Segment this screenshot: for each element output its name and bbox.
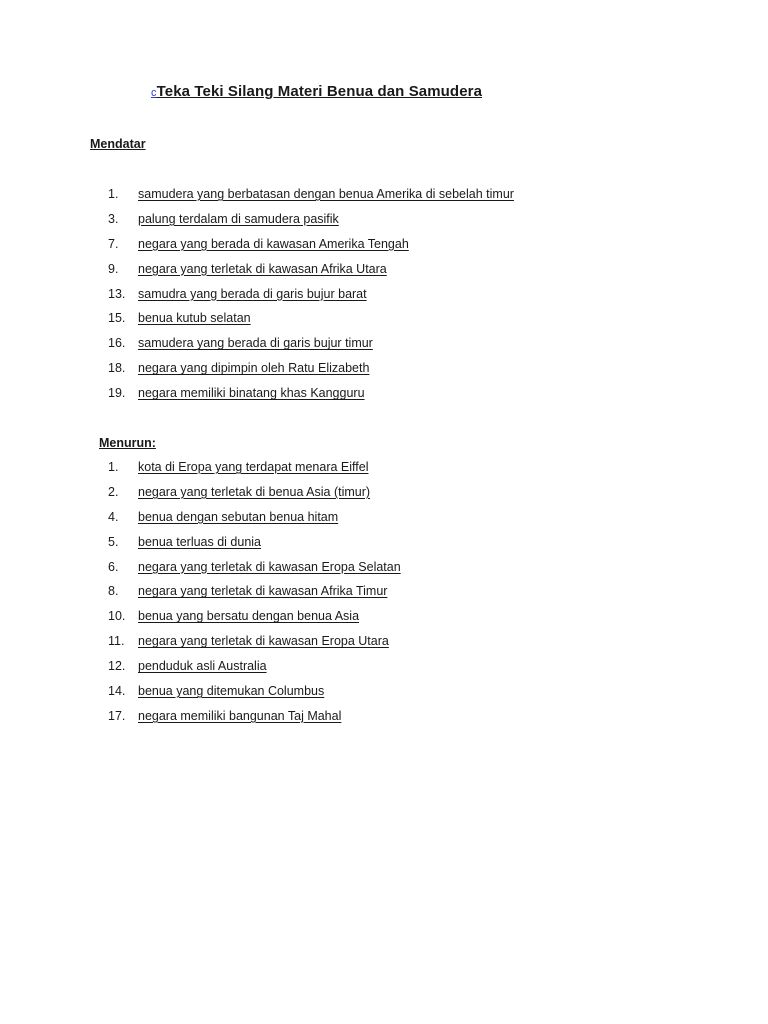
clue-item <box>108 509 401 534</box>
clue-text: negara yang terletak di kawasan Eropa Utara <box>138 634 389 649</box>
clue-text: benua terluas di dunia <box>138 534 262 549</box>
clue-text: penduduk asli Australia <box>138 659 267 674</box>
document-title <box>151 83 482 100</box>
clue-list-mendatar <box>108 186 514 410</box>
clue-text: samudera yang berada di garis bujur timur <box>138 336 373 351</box>
clue-number: 10. <box>108 609 126 624</box>
clue-number: 19. <box>108 386 126 401</box>
clue-item <box>108 683 401 708</box>
clue-number: 4. <box>108 509 119 524</box>
clue-item <box>108 559 401 584</box>
clue-text: benua dengan sebutan benua hitam <box>138 509 339 524</box>
clue-text: samudra yang berada di garis bujur barat <box>138 286 367 301</box>
clue-item <box>108 459 401 484</box>
clue-number: 1. <box>108 460 119 474</box>
clue-number: 3. <box>108 211 119 226</box>
clue-item <box>108 708 401 733</box>
clue-item <box>108 534 401 559</box>
clue-item <box>108 211 514 236</box>
clue-number: 12. <box>108 659 126 674</box>
clue-text: negara yang terletak di kawasan Afrika Timur <box>138 584 388 599</box>
title-text: Teka Teki Silang Materi Benua dan Samudera <box>156 83 483 100</box>
clue-number: 1. <box>108 187 119 201</box>
clue-text: benua yang bersatu dengan benua Asia <box>138 609 360 624</box>
clue-number: 16. <box>108 336 126 351</box>
clue-item <box>108 186 514 211</box>
clue-number: 14. <box>108 684 126 699</box>
clue-item <box>108 236 514 261</box>
clue-item <box>108 608 401 633</box>
clue-item <box>108 310 514 335</box>
clue-text: samudera yang berbatasan dengan benua Amerika di sebelah timur <box>138 187 514 201</box>
clue-text: palung terdalam di samudera pasifik <box>138 211 339 226</box>
clue-number: 15. <box>108 311 126 326</box>
clue-text: negara yang terletak di kawasan Eropa Selatan <box>138 559 401 574</box>
heading-mendatar: Mendatar <box>90 137 146 151</box>
clue-number: 9. <box>108 261 119 276</box>
clue-number: 7. <box>108 236 119 251</box>
clue-text: negara yang terletak di benua Asia (timur) <box>138 484 371 499</box>
clue-text: negara yang dipimpin oleh Ratu Elizabeth <box>138 361 370 376</box>
clue-number: 13. <box>108 286 126 301</box>
clue-text: negara yang berada di kawasan Amerika Tengah <box>138 236 409 251</box>
clue-item <box>108 335 514 360</box>
clue-item <box>108 658 401 683</box>
clue-text: negara memiliki binatang khas Kangguru <box>138 386 365 401</box>
clue-text: negara yang terletak di kawasan Afrika Utara <box>138 261 387 276</box>
clue-item <box>108 583 401 608</box>
title-prefix-link[interactable]: c <box>151 87 157 99</box>
clue-number: 17. <box>108 708 126 723</box>
clue-number: 11. <box>108 634 125 649</box>
clue-text: kota di Eropa yang terdapat menara Eiffel <box>138 460 369 474</box>
clue-item <box>108 360 514 385</box>
heading-menurun: Menurun: <box>99 436 156 450</box>
clue-item <box>108 633 401 658</box>
clue-number: 6. <box>108 559 119 574</box>
clue-item <box>108 286 514 311</box>
clue-number: 2. <box>108 484 119 499</box>
clue-number: 5. <box>108 534 119 549</box>
clue-item <box>108 484 401 509</box>
clue-item <box>108 261 514 286</box>
clue-text: negara memiliki bangunan Taj Mahal <box>138 708 342 723</box>
clue-number: 18. <box>108 361 126 376</box>
clue-text: benua kutub selatan <box>138 311 251 326</box>
clue-item <box>108 385 514 410</box>
clue-list-menurun <box>108 459 401 733</box>
clue-text: benua yang ditemukan Columbus <box>138 684 325 699</box>
clue-number: 8. <box>108 584 119 599</box>
